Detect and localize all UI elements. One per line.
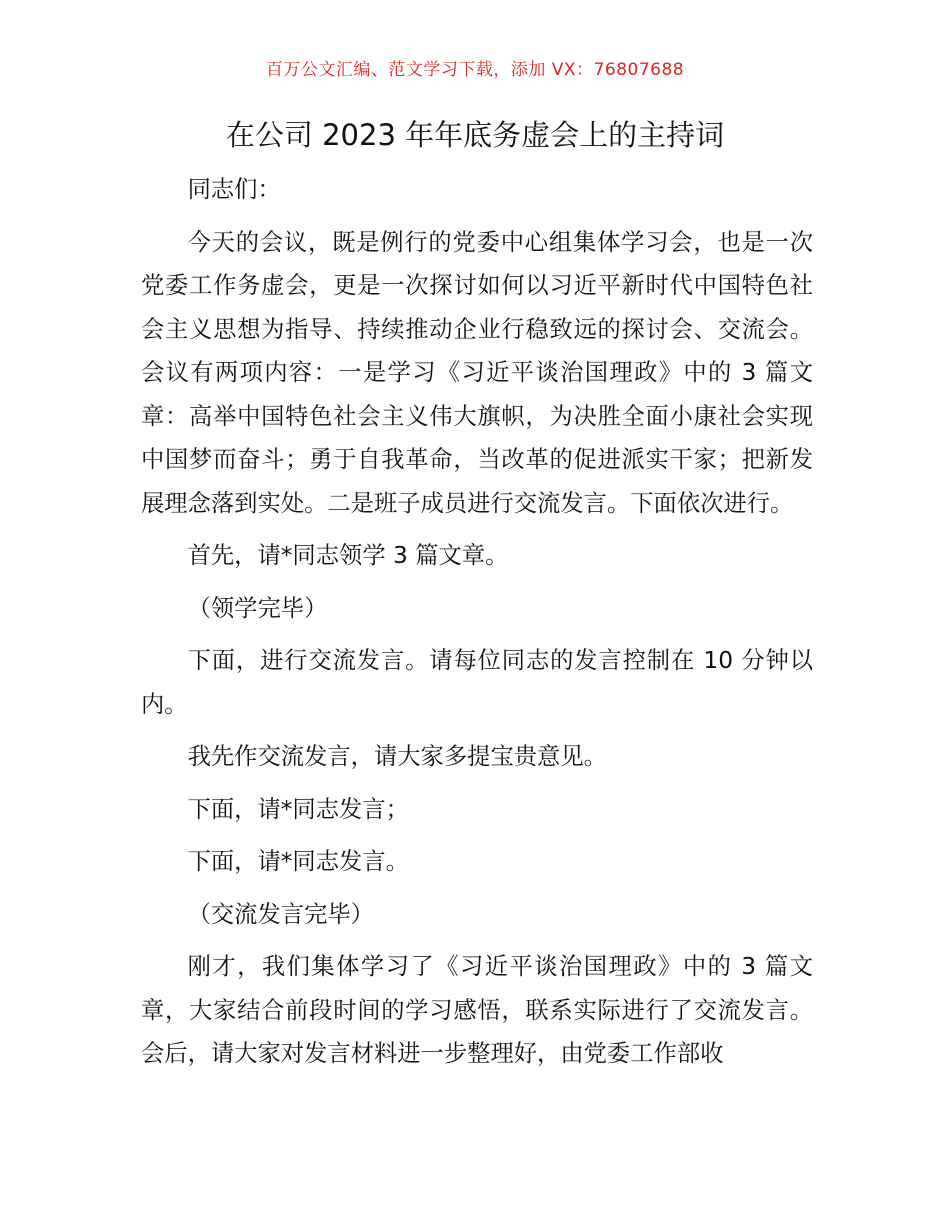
paragraph-next-speaker-2: 下面，请*同志发言。 bbox=[187, 848, 409, 875]
paragraph-intro: 今天的会议，既是例行的党委中心组集体学习会，也是一次党委工作务虚会，更是一次探讨如何以习近平新时代中国特色社会主义思想为指导、持续推动企业行稳致远的探讨会、交流会。会议有两项内容：一是学习《习近平谈治国理政》中的 3 篇文章：高举中国特色社会主义伟大旗帜，为决胜全面小康社会实现中国梦而奋斗；勇于自我革命，当改革的促进派实干家；把新发展理念落到实处。二是班子成员进行交流发言。下面依次进行。 bbox=[141, 228, 813, 517]
document-body bbox=[141, 168, 813, 1085]
header-promo-note: 百万公文汇编、范文学习下载，添加 VX：76807688 bbox=[265, 60, 685, 80]
greeting: 同志们： bbox=[187, 176, 281, 203]
paragraph-exchange-done: （交流发言完毕） bbox=[187, 900, 374, 928]
paragraph-exchange-intro: 下面，进行交流发言。请每位同志的发言控制在 10 分钟以内。 bbox=[141, 647, 813, 718]
paragraph-next-speaker-1: 下面，请*同志发言； bbox=[187, 795, 409, 823]
document-title: 在公司 2023 年年底务虚会上的主持词 bbox=[225, 118, 725, 152]
paragraph-lead-study: 首先，请*同志领学 3 篇文章。 bbox=[187, 542, 509, 569]
paragraph-host-speech: 我先作交流发言，请大家多提宝贵意见。 bbox=[187, 743, 607, 770]
paragraph-summary: 刚才，我们集体学习了《习近平谈治国理政》中的 3 篇文章，大家结合前段时间的学习感悟，联系实际进行了交流发言。会后，请大家对发言材料进一步整理好，由党委工作部收 bbox=[141, 953, 813, 1067]
paragraph-lead-study-done: （领学完毕） bbox=[187, 594, 328, 622]
